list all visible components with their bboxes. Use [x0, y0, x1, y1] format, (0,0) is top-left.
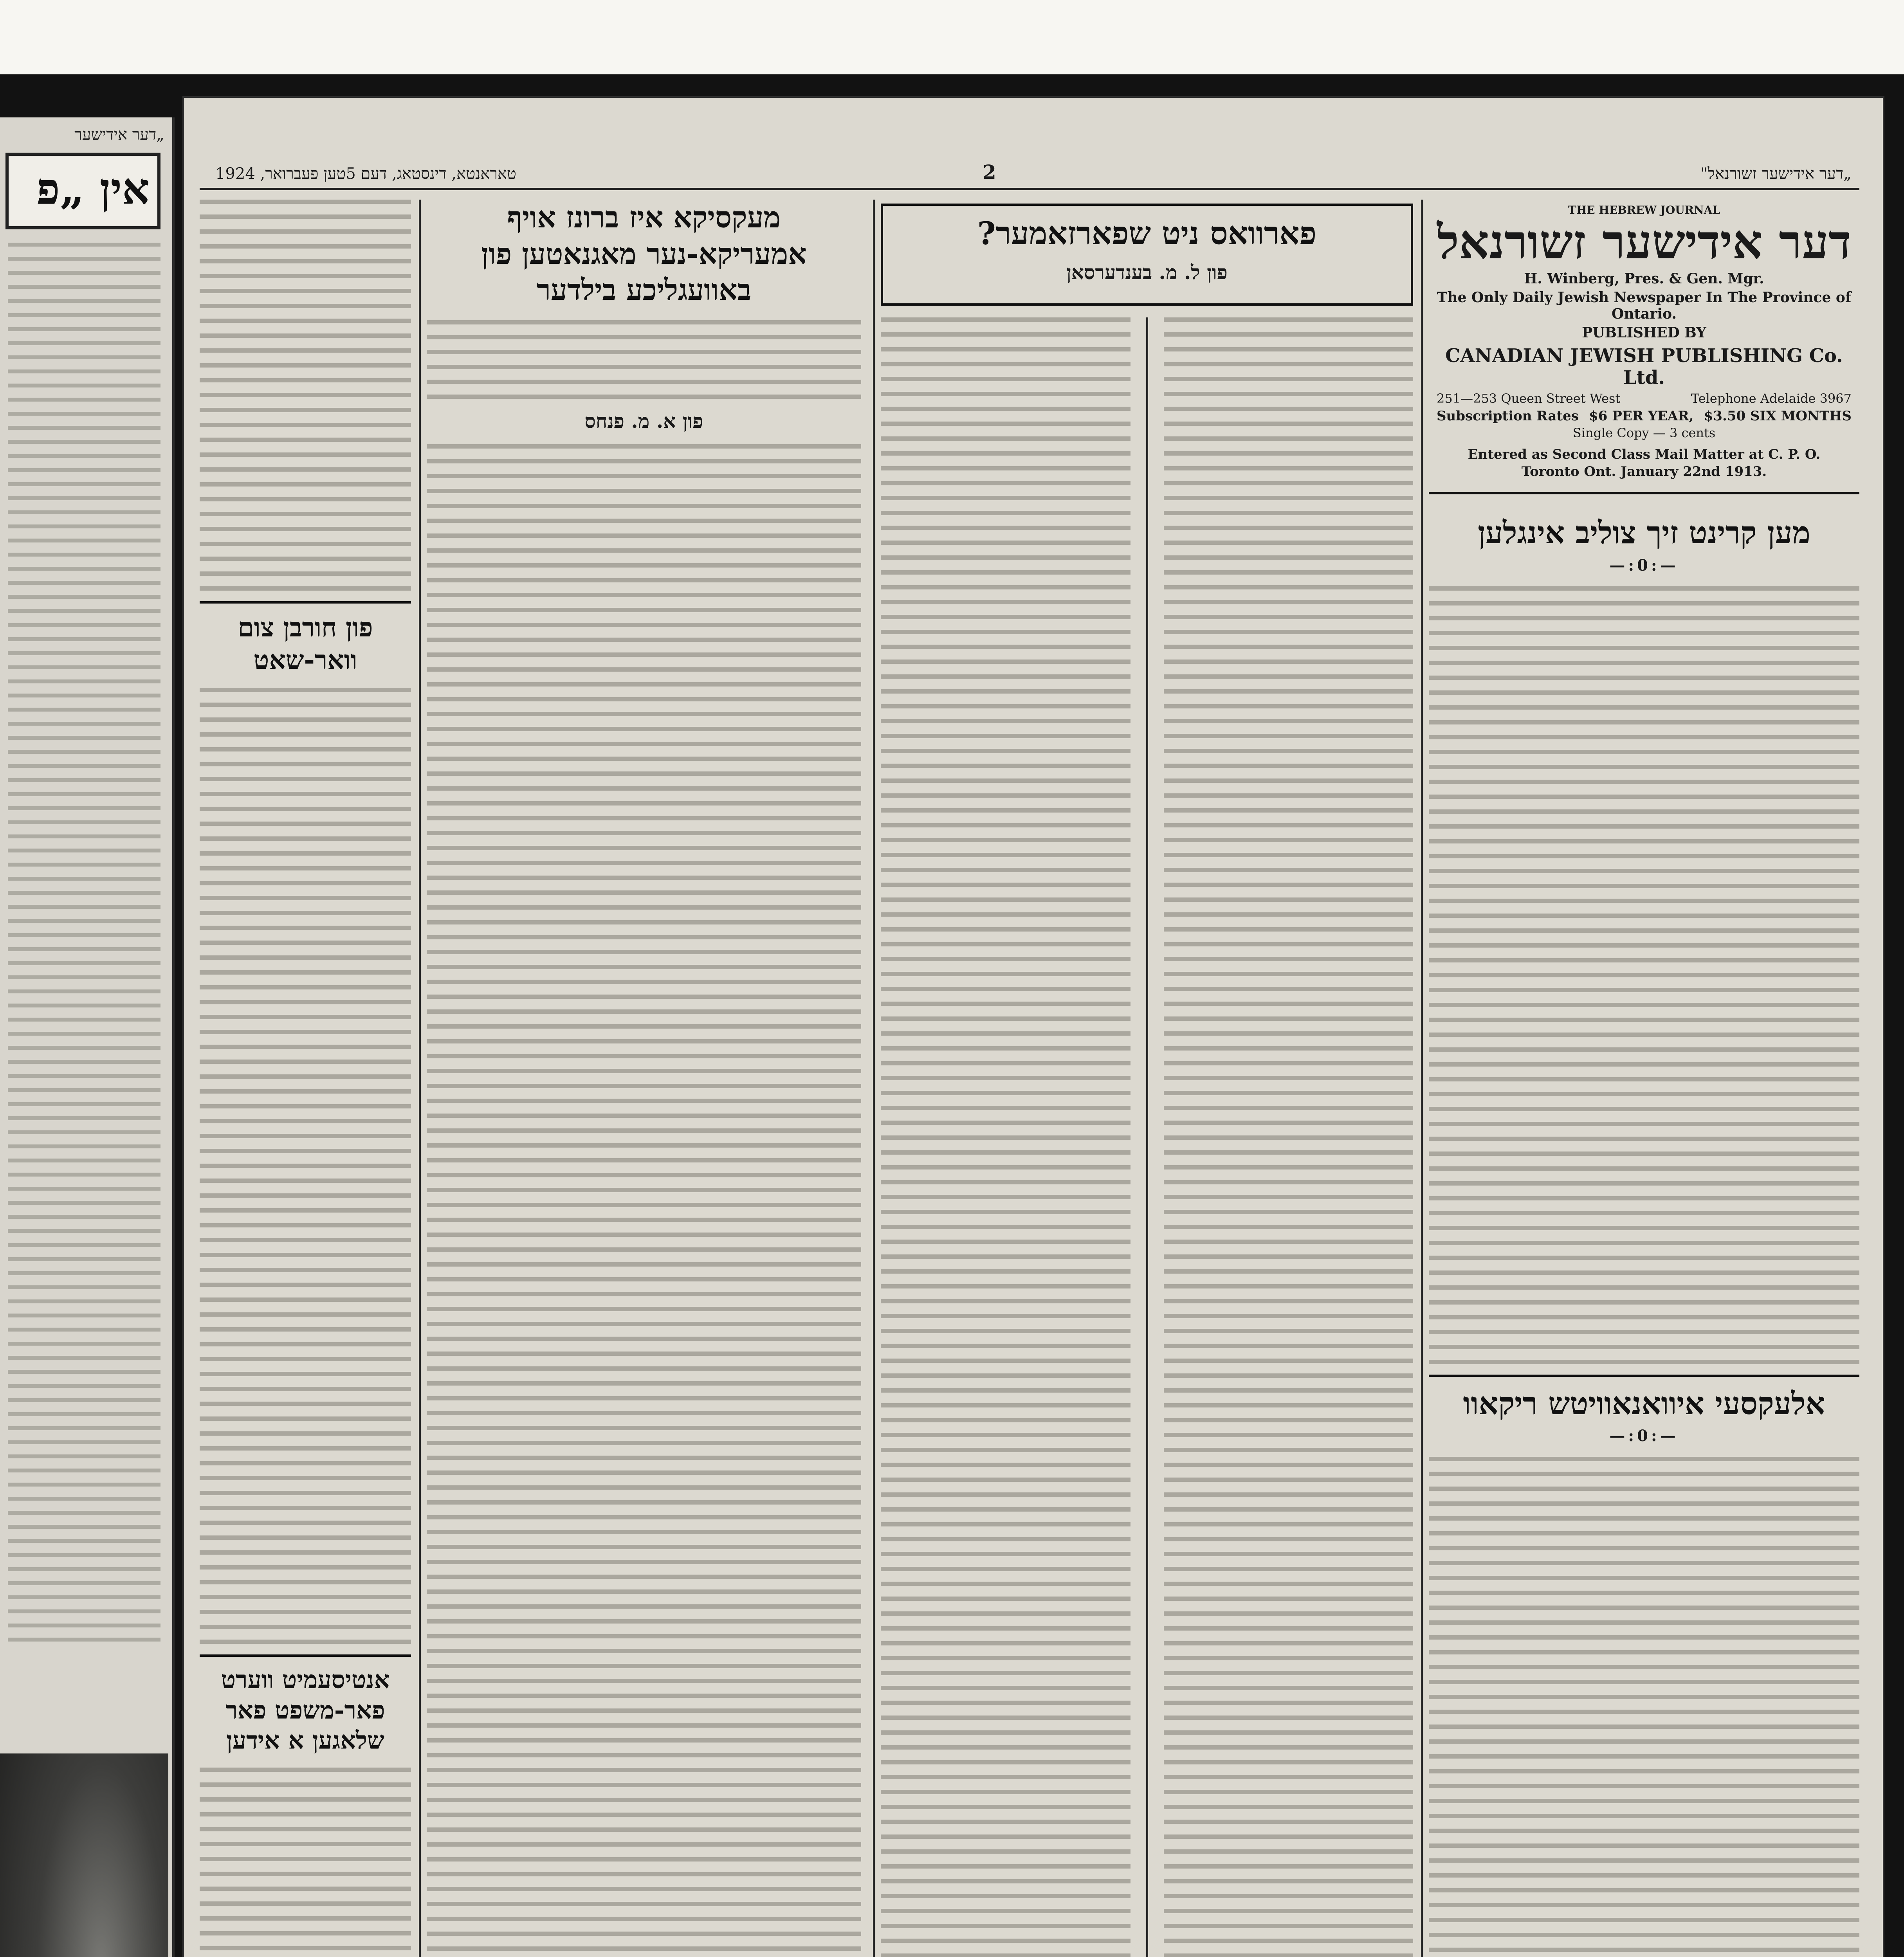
story-headline: מען קרינט זיך צוליב אינגלען — [1478, 515, 1810, 551]
running-header — [200, 160, 1859, 190]
story-headline: פארוואס ניט שפארזאמער? — [977, 215, 1317, 252]
column-economy — [881, 200, 1413, 1957]
adjacent-page-text — [8, 243, 160, 1652]
story-body — [1429, 586, 1859, 1364]
story-byline: פון ל. מ. בענדערסאן — [1066, 261, 1228, 284]
story-ornament: —:0:— — [1609, 1427, 1679, 1445]
column-rule — [419, 200, 421, 1957]
adjacent-page — [0, 117, 175, 1957]
story-body — [200, 1768, 411, 1957]
story-byline: פון א. מ. פנחס — [584, 409, 703, 432]
story-headline: פון חורבן צום וואר-שאט — [238, 612, 373, 675]
rates-label: Subscription Rates — [1437, 408, 1579, 424]
header-date: טאראנטא, דינסטאג, דעם 5טען פעברואר, 1924 — [215, 165, 517, 183]
story-divider — [1429, 1375, 1859, 1377]
page-number: 2 — [983, 160, 996, 184]
story-ornament: —:0:— — [1609, 556, 1679, 575]
story-headline: מעקסיקא איז ברונז אויף אמעריקא-נער מאגנאטען פון באוועגליכע בילדער — [481, 201, 807, 307]
story-body — [881, 317, 1130, 1957]
masthead — [1429, 200, 1859, 494]
story-intro — [427, 320, 861, 399]
masthead-published-by: PUBLISHED BY — [1582, 324, 1706, 341]
boxed-headline — [881, 204, 1413, 306]
portrait-photo — [0, 1753, 168, 1957]
column-rule — [873, 200, 875, 1957]
story-body — [1429, 1457, 1859, 1957]
header-paper-name: „דער אידישער זשורנאל" — [1700, 165, 1852, 183]
masthead-company: CANADIAN JEWISH PUBLISHING Co. Ltd. — [1445, 345, 1843, 389]
story-divider — [200, 1654, 411, 1657]
single-copy-price: Single Copy — 3 cents — [1572, 425, 1716, 440]
adjacent-page-headline: אין „פ — [5, 153, 160, 229]
rate-half: $3.50 SIX MONTHS — [1704, 408, 1852, 424]
masthead-address-row — [1437, 391, 1852, 406]
masthead-publisher: H. Winberg, Pres. & Gen. Mgr. — [1524, 270, 1764, 287]
story-headline: אלעקסעי איוואנאוויטש ריקאוו — [1463, 1386, 1825, 1422]
story-divider — [200, 601, 411, 604]
story-body — [200, 688, 411, 1644]
masthead-telephone: Telephone Adelaide 3967 — [1691, 391, 1852, 406]
rate-year: $6 PER YEAR, — [1589, 408, 1694, 424]
adjacent-page-header: „דער אידישער — [74, 126, 164, 144]
column-mexico — [427, 200, 861, 1957]
newspaper-page — [184, 98, 1883, 1957]
story-body — [200, 200, 411, 591]
masthead-rates-row — [1437, 408, 1852, 424]
column-rule — [1146, 317, 1148, 1957]
story-body — [1164, 317, 1414, 1957]
story-body — [427, 444, 861, 1957]
top-margin — [0, 0, 1904, 74]
column-news — [200, 200, 411, 1957]
masthead-tagline: The Only Daily Jewish Newspaper In The Province of Ontario. — [1437, 289, 1852, 322]
column-masthead — [1429, 200, 1859, 1957]
postal-entry-notice: Entered as Second Class Mail Matter at C. P. O. Toronto Ont. January 22nd 1913. — [1468, 447, 1821, 480]
two-column-body — [881, 317, 1413, 1957]
masthead-address: 251—253 Queen Street West — [1437, 391, 1621, 406]
story-headline: אנטיסעמיט ווערט פאר-משפט פאר שלאגען א אידען — [221, 1665, 390, 1755]
column-rule — [1421, 200, 1423, 1957]
masthead-title: דער אידישער זשורנאל — [1437, 214, 1851, 270]
masthead-english-title: THE HEBREW JOURNAL — [1568, 204, 1720, 216]
